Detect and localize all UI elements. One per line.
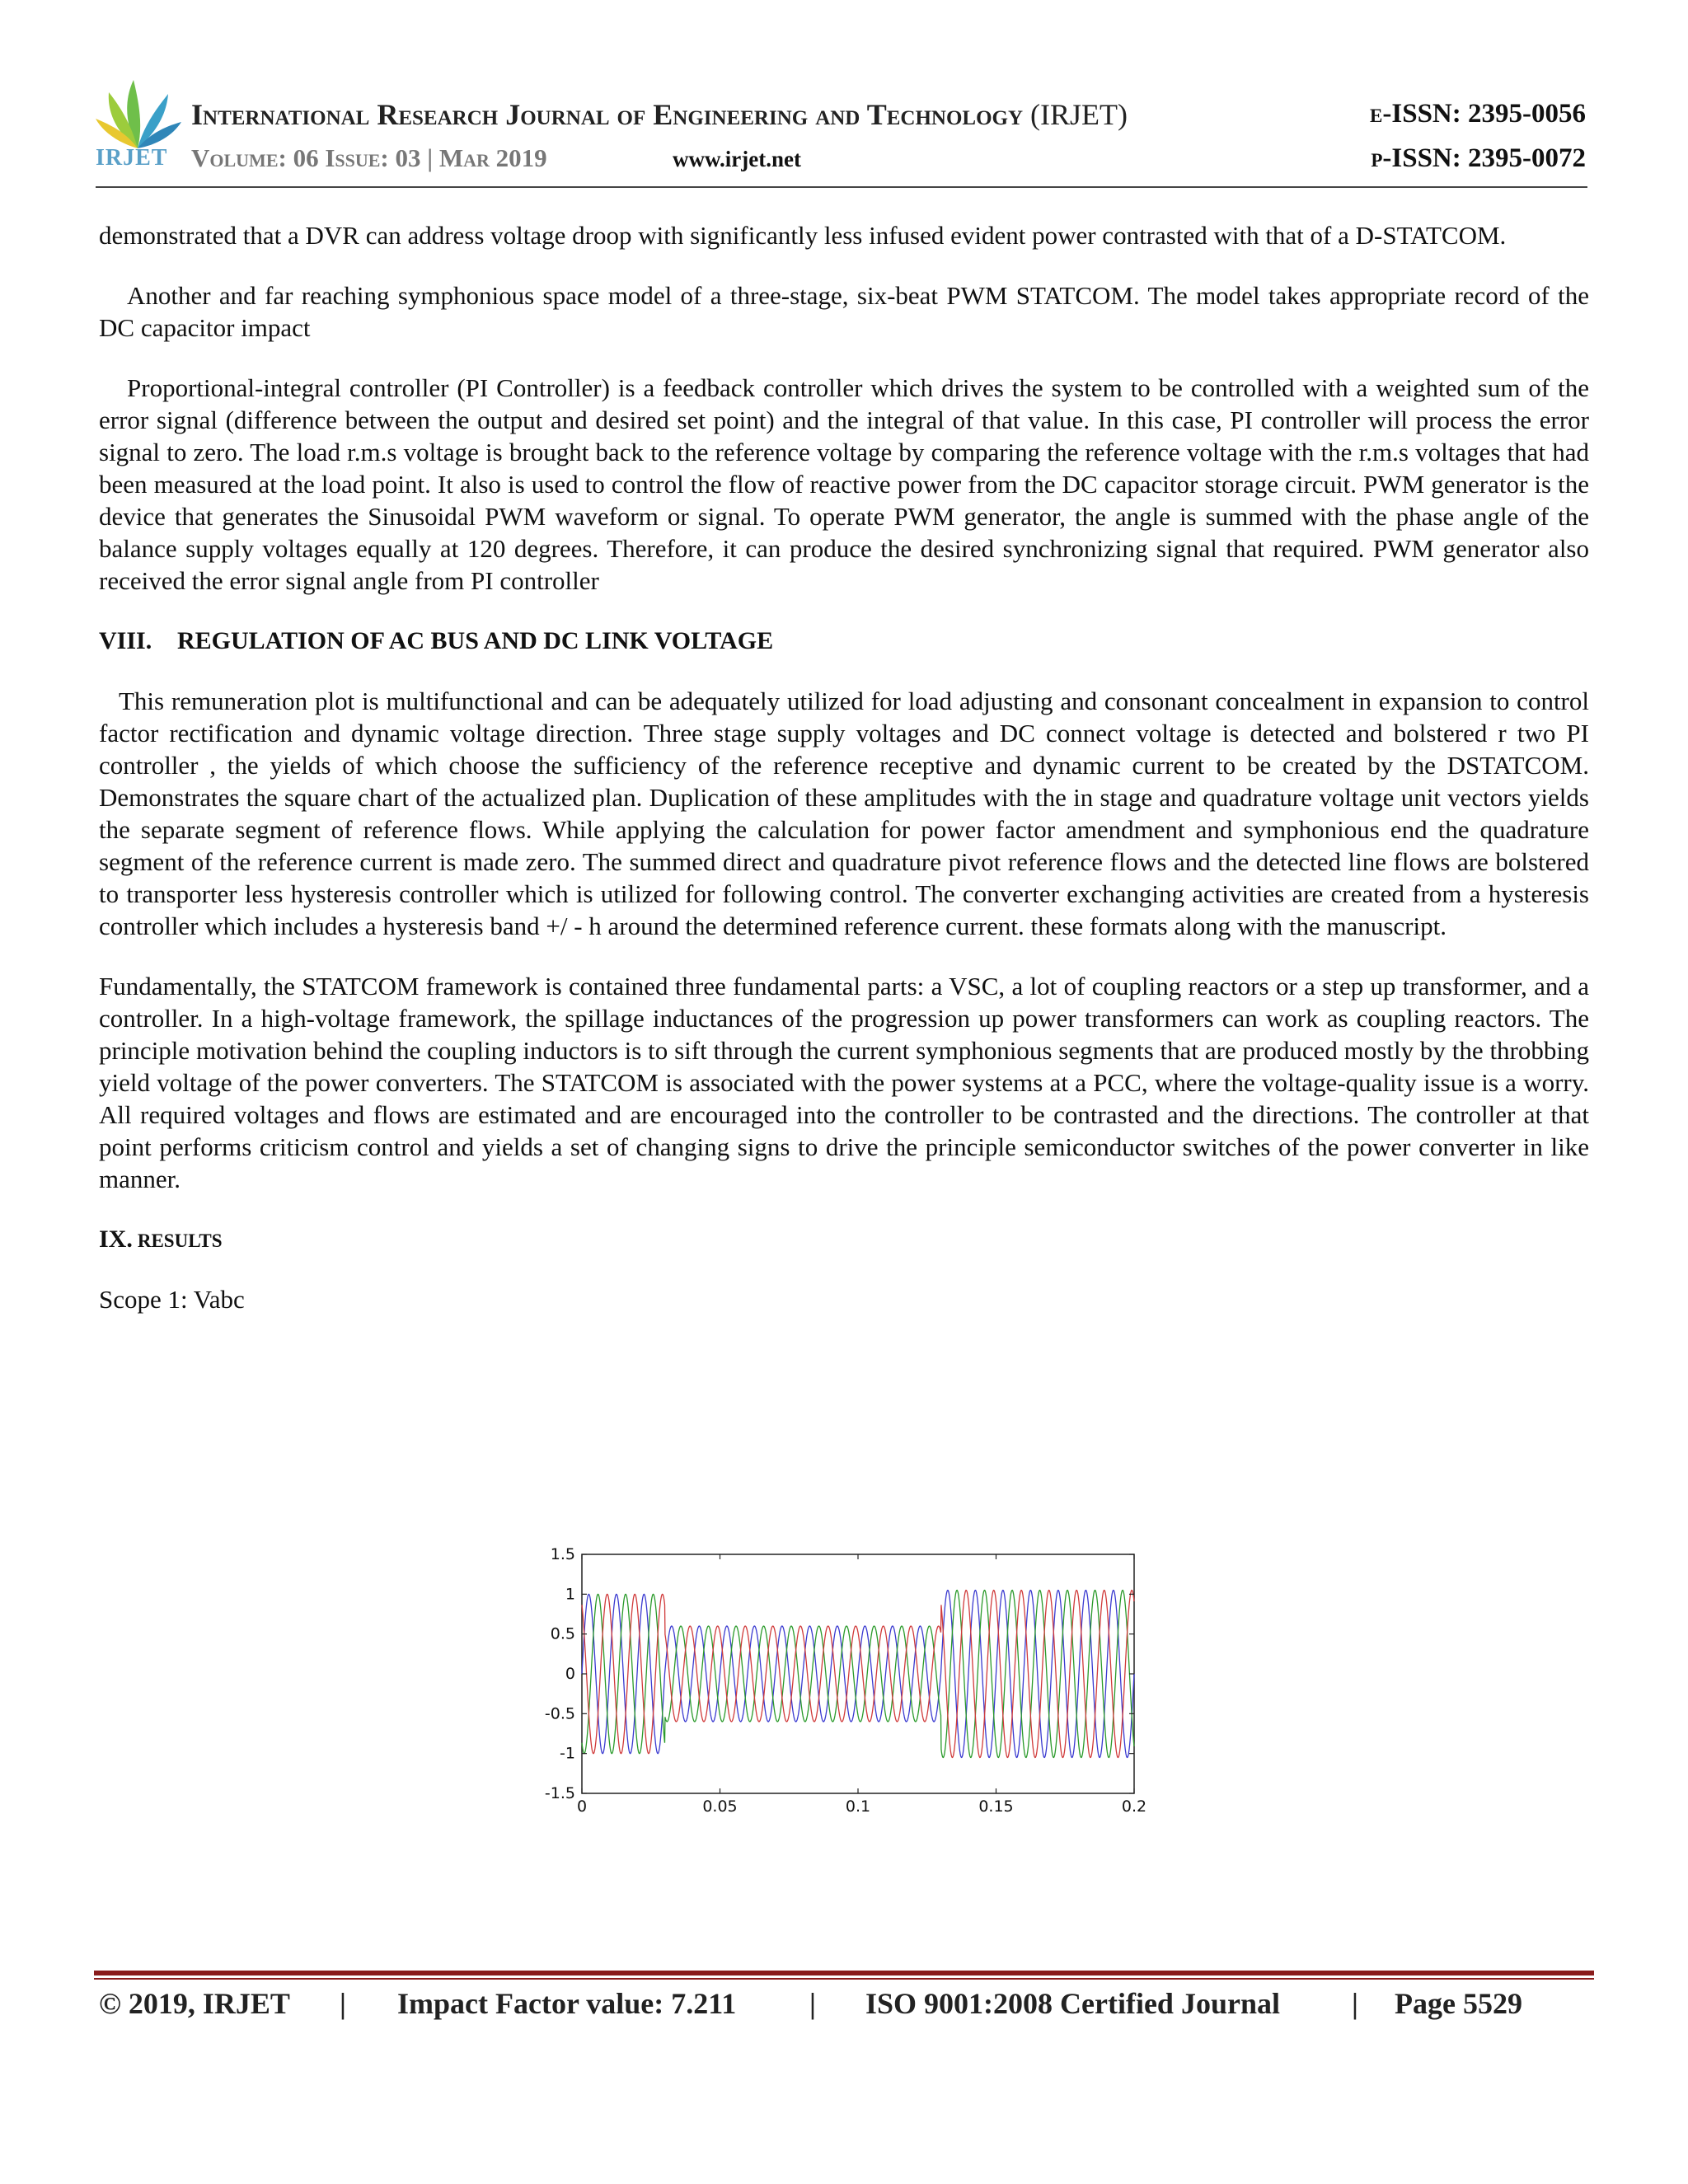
x-tick-label: 0.05 [702,1797,738,1816]
eissn [1370,99,1586,129]
journal-name: International Research Journal of Engineering and Technology [191,98,1024,131]
y-tick-label: 0 [565,1665,575,1683]
y-tick-label: -1.5 [544,1784,575,1802]
pissn [1371,143,1586,174]
footer-impact-factor: Impact Factor value: 7.211 [397,1987,737,2020]
section-number: VIII. [99,627,152,654]
eissn-number: -ISSN: 2395-0056 [1382,99,1586,129]
logo-text: IRJET [96,145,168,171]
figure-title: Scope 1: Vabc [99,1285,245,1314]
footer-copyright: © 2019, IRJET [99,1987,290,2020]
y-tick-label: -0.5 [544,1704,575,1723]
section-number: IX. [99,1226,133,1253]
volume-issue-line: Volume: 06 Issue: 03 | Mar 2019 [191,143,547,172]
journal-website-link[interactable]: www.irjet.net [673,147,801,171]
journal-abbr: (IRJET) [1030,98,1128,131]
y-tick-label: 1 [565,1585,575,1604]
pissn-number: -ISSN: 2395-0072 [1382,143,1586,173]
section-title: REGULATION OF AC BUS AND DC LINK VOLTAGE [177,627,774,654]
footer-iso: ISO 9001:2008 Certified Journal [865,1987,1280,2020]
x-tick-label: 0.15 [978,1797,1014,1816]
section-heading-viii [99,625,1589,657]
x-tick-label: 0 [576,1797,588,1816]
y-tick-label: 1.5 [550,1545,575,1563]
footer-separator: | [340,1987,346,2020]
paragraph-dvr: demonstrated that a DVR can address voltage droop with significantly less infused evident power contrasted with that of a D-STATCOM. [99,221,1507,250]
eissn-prefix: e [1370,99,1383,129]
footer-separator: | [809,1987,816,2020]
paragraph-statcom-model: Another and far reaching symphonious space model of a three-stage, six-beat PWM STATCOM. The model takes appropriate record of the DC capacitor impact [99,281,1589,342]
scope-vabc-chart [528,1540,1162,1824]
pissn-prefix: p [1371,143,1383,173]
paragraph-pi-controller: Proportional-integral controller (PI Controller) is a feedback controller which drives the system to be controlled with a weighted sum of the error signal (difference between the output and desired set point) and the integral of that value. In this case, PI controller will process the error signal to zero. The load r.m.s voltage is brought back to the reference voltage by comparing the reference voltage with the r.m.s voltages that had been measured at the load point. It also is used to control the flow of reactive power from the DC capacitor storage circuit. PWM generator is the device that generates the Sinusoidal PWM waveform or signal. To operate PWM generator, the angle is summed with the phase angle of the balance supply voltages equally at 120 degrees. Therefore, it can produce the desired synchronizing signal that required. PWM generator also received the error signal angle from PI controller [99,373,1589,595]
footer-divider [94,1971,1594,1975]
footer-separator: | [1352,1987,1358,2020]
x-tick-label: 0.1 [845,1797,871,1816]
article-body [99,219,1589,1343]
y-tick-label: -1 [560,1744,575,1763]
x-tick-label: 0.2 [1121,1797,1147,1816]
footer-page-number: Page 5529 [1395,1987,1522,2020]
paragraph-statcom-framework: Fundamentally, the STATCOM framework is contained three fundamental parts: a VSC, a lot of coupling reactors or a step up transformer, and a controller. In a high-voltage framework, the spillage inductances of the progression up power transformers can work as coupling reactors. The principle motivation behind the coupling inductors is to sift through the current symphonious segments that are produced mostly by the throbbing yield voltage of the power converters. The STATCOM is associated with the power systems at a PCC, where the voltage-quality issue is a worry. All required voltages and flows are estimated and are encouraged into the controller to be contrasted and the directions. The controller at that point performs criticism control and yields a set of changing signs to drive the principle semiconductor switches of the power converter in like manner. [99,972,1589,1193]
journal-title [191,97,1128,132]
header-divider [96,186,1587,188]
paragraph-remuneration: This remuneration plot is multifunctional and can be adequately utilized for load adjusting and consonant concealment in expansion to control factor rectification and dynamic voltage direction. Three stage supply voltages and DC connect voltage is detected and bolstered r two PI controller , the yields of which choose the sufficiency of the reference receptive and dynamic current to be created by the DSTATCOM. Demonstrates the square chart of the actualized plan. Duplication of these amplitudes with the in stage and quadrature voltage unit vectors yields the separate segment of reference flows. While applying the calculation for power factor amendment and symphonious end the quadrature segment of the reference current is made zero. The summed direct and quadrature pivot reference flows and the detected line flows are bolstered to transporter less hysteresis controller which is utilized for following control. The converter exchanging activities are created from a hysteresis controller which includes a hysteresis band +/ - h around the determined reference current. these formats along with the manuscript. [99,687,1589,940]
footer-divider-thin [94,1978,1594,1980]
section-title: RESULTS [137,1230,223,1251]
section-heading-ix [99,1223,1589,1257]
y-tick-label: 0.5 [550,1624,575,1643]
